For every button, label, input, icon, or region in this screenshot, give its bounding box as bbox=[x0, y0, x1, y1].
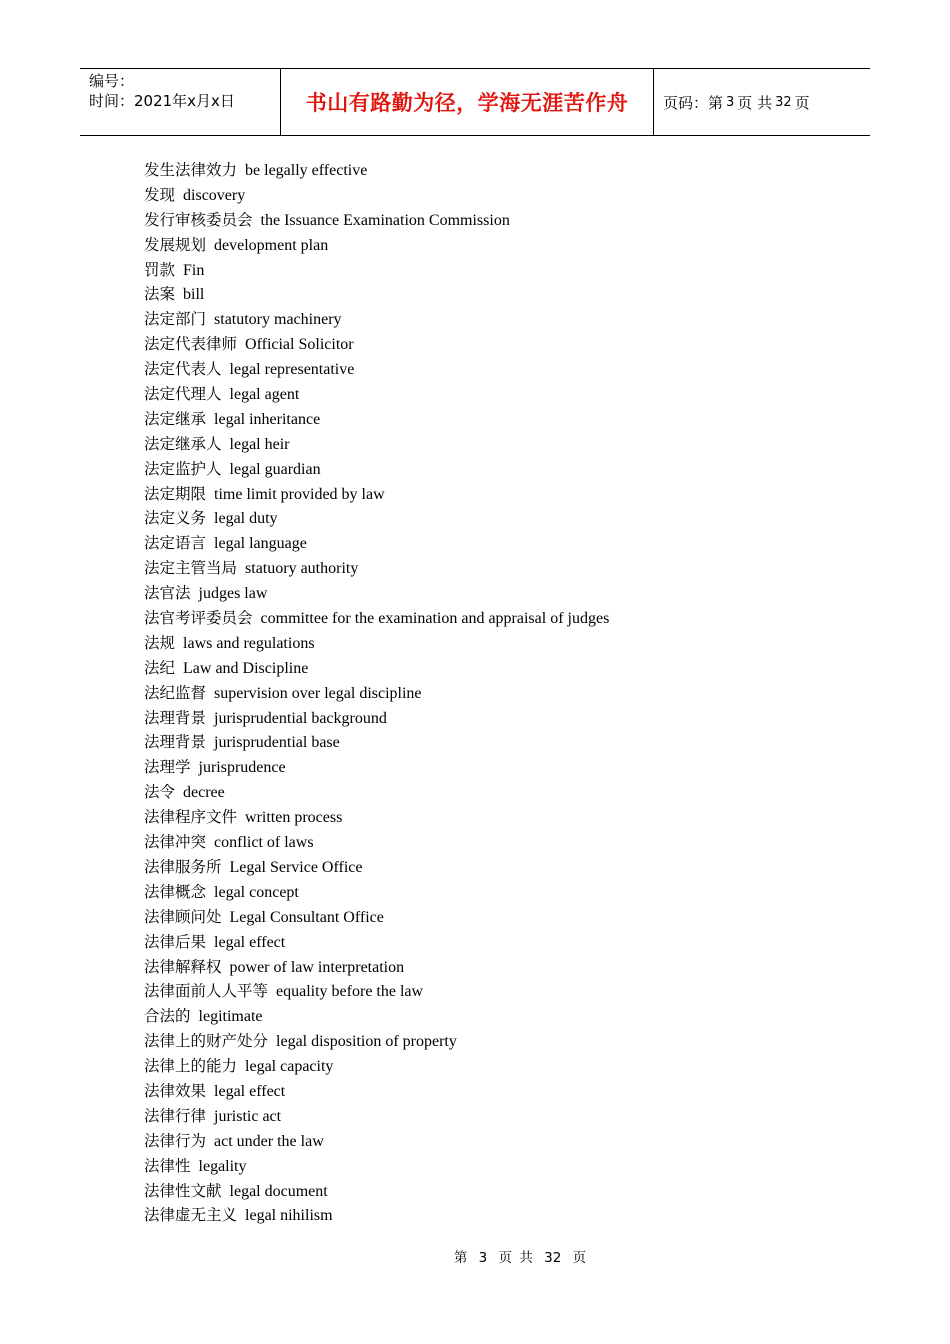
glossary-entry bbox=[144, 208, 609, 233]
glossary-entry bbox=[144, 631, 609, 656]
entry-english-term: laws and regulations bbox=[183, 634, 315, 652]
glossary-entry bbox=[144, 432, 609, 457]
glossary-entry bbox=[144, 979, 609, 1004]
document-date: 时间：2021年x月x日 bbox=[89, 92, 235, 110]
header-page-prefix: 页码：第 bbox=[663, 93, 724, 112]
entry-english-term: decree bbox=[183, 784, 225, 802]
entry-english-term: Legal Consultant Office bbox=[229, 908, 384, 926]
entry-english-term: legal representative bbox=[229, 361, 355, 379]
entry-english-term: judges law bbox=[198, 585, 268, 603]
footer-current-page: 3 bbox=[478, 1250, 488, 1266]
entry-chinese-term: 法律行为 bbox=[144, 1131, 207, 1150]
glossary-entry bbox=[144, 307, 609, 332]
entry-english-term: legal capacity bbox=[245, 1058, 334, 1076]
glossary-entry bbox=[144, 183, 609, 208]
entry-english-term: the Issuance Examination Commission bbox=[260, 211, 510, 229]
entry-english-term: legal agent bbox=[229, 386, 300, 404]
glossary-entry bbox=[144, 905, 609, 930]
entry-chinese-term: 法案 bbox=[144, 285, 176, 304]
glossary-entry bbox=[144, 880, 609, 905]
entry-chinese-term: 法定期限 bbox=[144, 484, 207, 503]
footer-suffix: 页 bbox=[572, 1250, 587, 1266]
entry-chinese-term: 法律程序文件 bbox=[144, 808, 238, 827]
glossary-entry bbox=[144, 1179, 609, 1204]
document-number-label: 编号： bbox=[89, 72, 135, 90]
glossary-entry bbox=[144, 855, 609, 880]
entry-english-term: legal document bbox=[229, 1182, 328, 1200]
entry-english-term: be legally effective bbox=[245, 162, 368, 179]
entry-chinese-term: 法律概念 bbox=[144, 882, 207, 901]
entry-english-term: legal effect bbox=[214, 933, 286, 951]
page-footer bbox=[0, 1246, 950, 1266]
entry-chinese-term: 合法的 bbox=[144, 1007, 191, 1026]
entry-chinese-term: 法律面前人人平等 bbox=[144, 982, 269, 1001]
glossary-entry bbox=[144, 656, 609, 681]
header-page-mid: 页 共 bbox=[737, 93, 773, 112]
entry-chinese-term: 罚款 bbox=[144, 260, 176, 279]
entry-english-term: legal inheritance bbox=[214, 410, 321, 428]
entry-chinese-term: 法理背景 bbox=[144, 708, 207, 727]
glossary-entry bbox=[144, 930, 609, 955]
entry-english-term: committee for the examination and appraisal of judges bbox=[260, 610, 610, 628]
header-page-total: 32 bbox=[775, 94, 792, 110]
entry-chinese-term: 法律上的财产处分 bbox=[144, 1032, 269, 1051]
glossary-entry bbox=[144, 332, 609, 357]
entry-chinese-term: 法定代理人 bbox=[144, 385, 222, 404]
glossary-entry bbox=[144, 1004, 609, 1029]
glossary-entry bbox=[144, 457, 609, 482]
entry-chinese-term: 法定代表人 bbox=[144, 360, 222, 379]
entry-english-term: jurisprudential base bbox=[214, 734, 340, 752]
entry-english-term: Legal Service Office bbox=[229, 858, 363, 876]
glossary-entry bbox=[144, 1104, 609, 1129]
entry-chinese-term: 发行审核委员会 bbox=[144, 210, 253, 229]
glossary-entry bbox=[144, 1029, 609, 1054]
entry-english-term: legality bbox=[198, 1157, 247, 1175]
entry-english-term: statutory machinery bbox=[214, 311, 342, 329]
entry-chinese-term: 法定主管当局 bbox=[144, 559, 238, 578]
entry-english-term: development plan bbox=[214, 236, 329, 254]
glossary-entry bbox=[144, 780, 609, 805]
entry-english-term: legal guardian bbox=[229, 460, 321, 478]
glossary-entry bbox=[144, 258, 609, 283]
glossary-entry bbox=[144, 955, 609, 980]
entry-chinese-term: 法纪 bbox=[144, 658, 176, 677]
glossary-entry bbox=[144, 556, 609, 581]
glossary-entry bbox=[144, 233, 609, 258]
entry-chinese-term: 法纪监督 bbox=[144, 683, 207, 702]
footer-prefix: 第 bbox=[453, 1250, 468, 1266]
entry-english-term: legal language bbox=[214, 535, 307, 553]
entry-english-term: bill bbox=[183, 286, 205, 304]
entry-english-term: Fin bbox=[183, 261, 205, 279]
entry-english-term: legal nihilism bbox=[245, 1207, 333, 1225]
entry-chinese-term: 法律冲突 bbox=[144, 833, 207, 852]
entry-english-term: power of law interpretation bbox=[229, 958, 405, 976]
glossary-entry bbox=[144, 606, 609, 631]
glossary-entry bbox=[144, 830, 609, 855]
page-header bbox=[80, 68, 870, 136]
entry-chinese-term: 法律顾问处 bbox=[144, 907, 222, 926]
entry-chinese-term: 法定监护人 bbox=[144, 459, 222, 478]
entry-english-term: legal duty bbox=[214, 510, 278, 528]
entry-english-term: legal heir bbox=[229, 435, 290, 453]
glossary-entry bbox=[144, 282, 609, 307]
entry-chinese-term: 法律服务所 bbox=[144, 857, 222, 876]
entry-chinese-term: 法规 bbox=[144, 633, 176, 652]
entry-english-term: legal concept bbox=[214, 883, 299, 901]
glossary-entry bbox=[144, 730, 609, 755]
entry-chinese-term: 法定继承 bbox=[144, 409, 207, 428]
glossary-entry bbox=[144, 1079, 609, 1104]
entry-chinese-term: 法律虚无主义 bbox=[144, 1206, 238, 1225]
header-motto: 书山有路勤为径，学海无涯苦作舟 bbox=[281, 69, 654, 135]
glossary-entry bbox=[144, 506, 609, 531]
entry-english-term: act under the law bbox=[214, 1132, 324, 1150]
entry-chinese-term: 法律行律 bbox=[144, 1106, 207, 1125]
entry-english-term: time limit provided by law bbox=[214, 485, 385, 503]
entry-chinese-term: 法律后果 bbox=[144, 932, 207, 951]
glossary-entry bbox=[144, 706, 609, 731]
glossary-entry bbox=[144, 158, 609, 183]
entry-english-term: equality before the law bbox=[276, 983, 424, 1001]
glossary-entry bbox=[144, 805, 609, 830]
header-meta bbox=[80, 69, 281, 135]
glossary-entry bbox=[144, 581, 609, 606]
entry-chinese-term: 法律效果 bbox=[144, 1081, 207, 1100]
entry-english-term: juristic act bbox=[214, 1107, 282, 1125]
header-page-info bbox=[654, 69, 870, 135]
entry-english-term: Law and Discipline bbox=[183, 659, 309, 677]
entry-english-term: legal effect bbox=[214, 1082, 286, 1100]
glossary-entry bbox=[144, 382, 609, 407]
entry-chinese-term: 法理背景 bbox=[144, 733, 207, 752]
entry-english-term: written process bbox=[245, 809, 343, 827]
glossary-entry bbox=[144, 357, 609, 382]
entry-chinese-term: 法理学 bbox=[144, 758, 191, 777]
entry-chinese-term: 法令 bbox=[144, 783, 176, 802]
glossary-entry bbox=[144, 482, 609, 507]
glossary-entry bbox=[144, 407, 609, 432]
entry-english-term: supervision over legal discipline bbox=[214, 684, 422, 702]
entry-chinese-term: 发展规划 bbox=[144, 235, 207, 254]
entry-chinese-term: 法定语言 bbox=[144, 534, 207, 553]
entry-chinese-term: 法定义务 bbox=[144, 509, 207, 528]
entry-english-term: legal disposition of property bbox=[276, 1033, 457, 1051]
glossary-entry bbox=[144, 1203, 609, 1228]
entry-chinese-term: 法定继承人 bbox=[144, 434, 222, 453]
footer-total-pages: 32 bbox=[544, 1250, 562, 1266]
entry-chinese-term: 法律性 bbox=[144, 1156, 191, 1175]
entry-english-term: conflict of laws bbox=[214, 834, 314, 852]
glossary-entry bbox=[144, 1129, 609, 1154]
entry-chinese-term: 法律上的能力 bbox=[144, 1057, 238, 1076]
glossary-entry bbox=[144, 681, 609, 706]
entry-chinese-term: 法定部门 bbox=[144, 310, 207, 329]
entry-english-term: jurisprudence bbox=[198, 759, 286, 777]
entry-english-term: statuory authority bbox=[245, 560, 359, 578]
entry-chinese-term: 法官考评委员会 bbox=[144, 609, 253, 628]
entry-chinese-term: 发生法律效力 bbox=[144, 161, 238, 179]
entry-chinese-term: 法律性文献 bbox=[144, 1181, 222, 1200]
entry-chinese-term: 法律解释权 bbox=[144, 957, 222, 976]
glossary-entry bbox=[144, 531, 609, 556]
entry-chinese-term: 法定代表律师 bbox=[144, 335, 238, 354]
entry-chinese-term: 法官法 bbox=[144, 584, 191, 603]
entry-english-term: jurisprudential background bbox=[214, 709, 387, 727]
glossary-list bbox=[144, 158, 609, 1228]
glossary-entry bbox=[144, 1154, 609, 1179]
header-page-suffix: 页 bbox=[794, 93, 810, 112]
glossary-entry bbox=[144, 1054, 609, 1079]
footer-mid: 页 共 bbox=[498, 1250, 533, 1266]
entry-chinese-term: 发现 bbox=[144, 185, 176, 204]
entry-english-term: discovery bbox=[183, 186, 246, 204]
entry-english-term: Official Solicitor bbox=[245, 336, 354, 354]
header-page-current: 3 bbox=[726, 94, 735, 110]
entry-english-term: legitimate bbox=[198, 1008, 263, 1026]
glossary-entry bbox=[144, 755, 609, 780]
